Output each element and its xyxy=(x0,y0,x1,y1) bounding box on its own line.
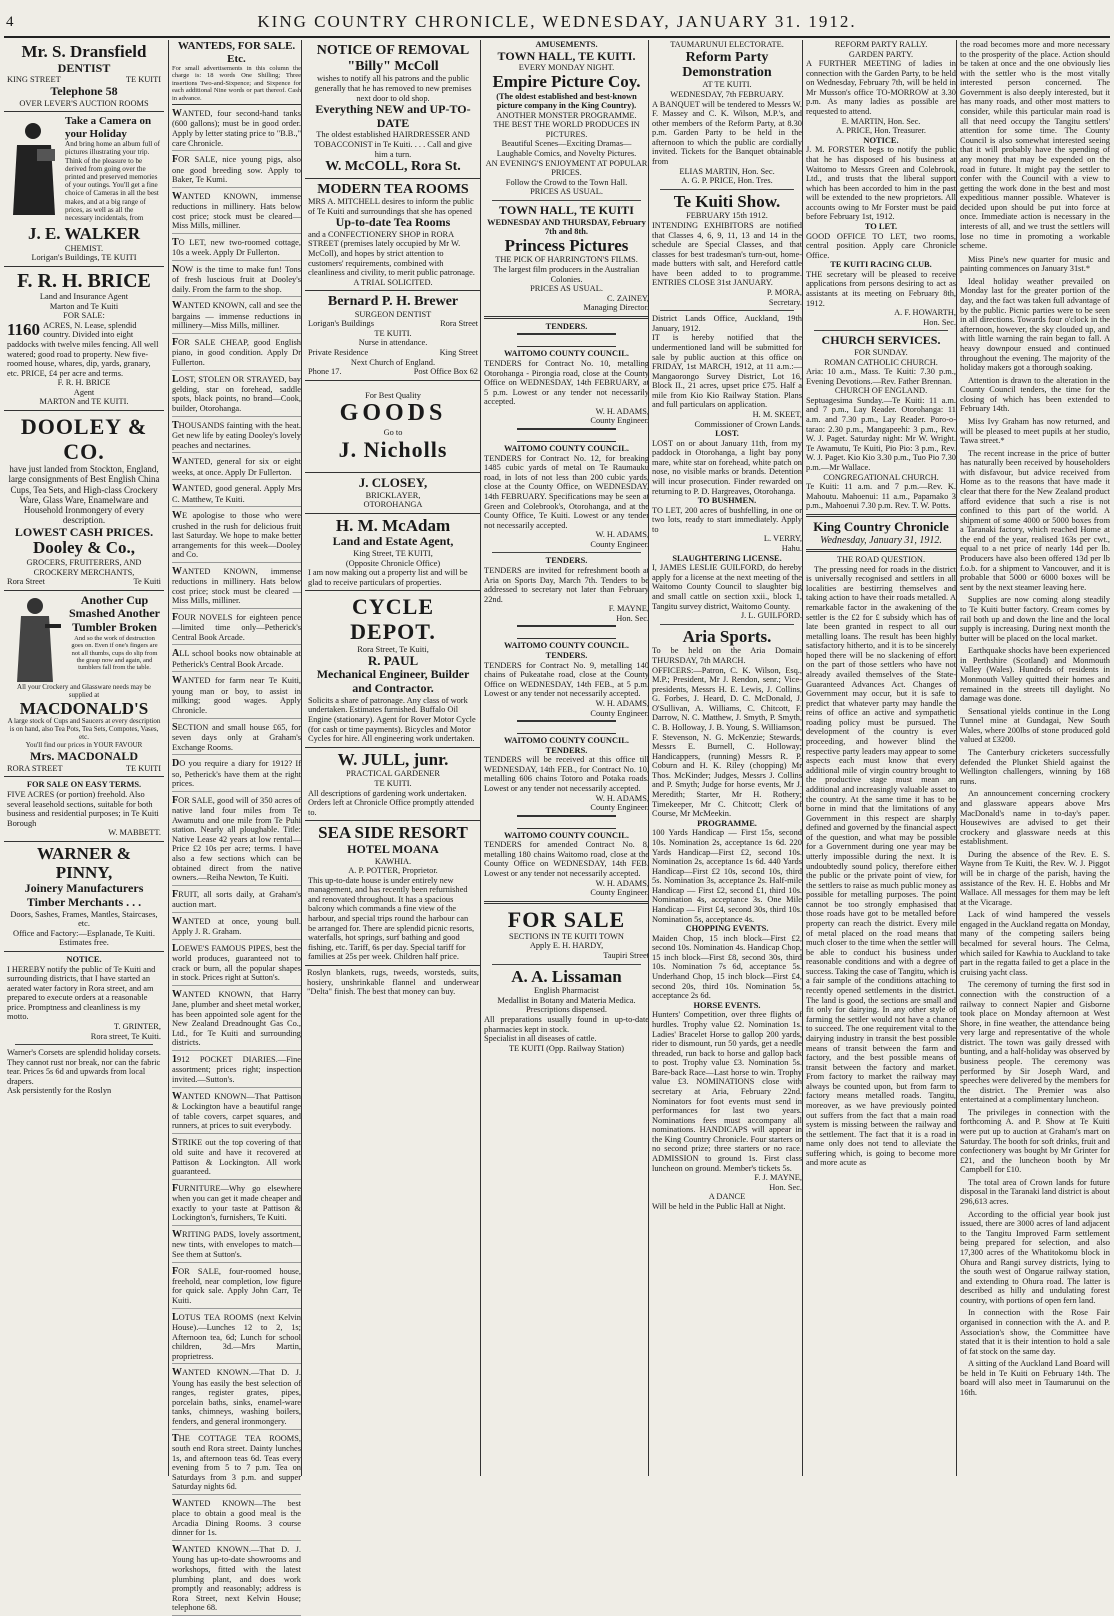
classified-item: FOR SALE, good will of 350 acres of native land four miles from Te Awamutu and one mile from Te Puhi station. Nearly all ploughable. Title: Native Lease 42 years at low rental—Price £2 10s per acre; terms. I have also a few sections which can be obtained direct from the native owners.—Reiha Newton, Te Kuiti. xyxy=(172,795,301,886)
news-paragraph: The Canterbury cricketers successfully defended the Plunket Shield against the Wellington challengers, winning by 168 runs. xyxy=(960,748,1110,786)
classified-item: WANTED for farm near Te Kuiti, young man or boy, to assist in milking; good wages. Apply Chronicle. xyxy=(172,675,301,718)
classified-item: WANTED, four second-hand tanks (600 gallons); must be in good order. Apply by letter stating price to "B.B.," care Chronicle. xyxy=(172,108,301,151)
classified-item: DO you require a diary for 1912? If so, Petherick's have them at the right prices. xyxy=(172,758,301,792)
news-paragraph: Ideal holiday weather prevailed on Monday last for the greater portion of the day, and the fact was taken full advantage of by the public. Picnic parties were to be seen in all directions. Towards four o'clock in the afternoon, however, the sky clouded up, and with little warning the rain began to fall. A heavy downpour ensued and continued throughout the evening. The majority of the holiday makers got a thorough soaking. xyxy=(960,276,1110,373)
ad-brewer: Bernard P. H. Brewer SURGEON DENTIST Lorigan's Buildings Rora Street TE KUITI. Nurse in attendance. Private Residence King Street Next Church of England. Phone 17. Post Office Box 62 xyxy=(305,291,481,380)
section-heading: AMUSEMENTS. xyxy=(535,40,598,49)
news-paragraph: The privileges in connection with the forthcoming A. and P. Show at Te Kuiti were put up to auction at Graham's mart on Saturday. The booth for soft drinks, fruit and confectionery was bought by Mr Grinter for £21, and the luncheon booth by Mr Campbell for £10. xyxy=(960,1107,1110,1175)
news-paragraph: According to the official year book just issued, there are 3000 acres of land adjacent to the Tangitu Improved Farm settlement being prepared for selection, and also 17,300 acres of the Whatitokomu block in Ohura and Rangi survey districts, lying to the south west of Ongarue railway station, and extending to Ohura road. The latter is described as hilly and undulating forest country, with portions of open fern land. xyxy=(960,1209,1110,1305)
ad-title: Aria Sports. xyxy=(682,626,772,646)
news-paragraphs xyxy=(960,255,1110,1398)
news-paragraph: The ceremony of turning the first sod in connection with the construction of a railway to connect Napier and Gisborne took place on Monday afternoon at West Shore, in fine weather, the attendance being very large and representative of the whole district. The town was gaily dressed with bunting, and a half-holiday was observed by business people. The ceremony was performed by Sir Joseph Ward, and speeches were delivered by the members for the district. The Premier was also entertained at a complimentary luncheon. xyxy=(960,980,1110,1105)
classified-item: WANTED KNOWN, immense reductions in millinery. Hats below cost price; stock must be cleared —Miss Mills, milliner. xyxy=(172,566,301,609)
ad-cycle-depot: CYCLE DEPOT. Rora Street, Te Kuiti, R. PAUL Mechanical Engineer, Builder and Contractor. Solicits a share of patronage. Any class of work undertaken. Estimates furnished. Buffalo Oil Engine (stationary). Agent for Rover Motor Cycle (for cash or time payments). Bicycles and Motor Cycles for hire. All engineering work undertaken. xyxy=(305,591,481,747)
man-with-camera-icon xyxy=(7,115,61,225)
ad-modern-tea-rooms: MODERN TEA ROOMS MRS A. MITCHELL desires to inform the public of Te Kuiti and surroundings that she has opened Up-to-date Tea Rooms and a CONFECTIONERY SHOP in RORA STREET (premises lately occupied by Mr W. McColl), and hopes by strict attention to customers' requirements, combined with cleanliness and civility, to merit public patronage. A TRIAL SOLICITED. xyxy=(305,179,481,292)
ad-title: Mr. S. Dransfield xyxy=(21,42,147,61)
news-paragraph: Miss Ivy Graham has now returned, and will be pleased to meet pupils at her studio, Tawa street.* xyxy=(960,416,1110,446)
classified-item: WANTED KNOWN, that Harry Jane, plumber and sheet metal worker, has been appointed sole agent for the New Zealand Dreadnought Gas Co., Ltd., for Te Kuiti and surrounding districts. xyxy=(172,989,301,1051)
rate-terms: For small advertisements in this column the charge is: 18 words One Shilling; Three insertions Two-and-Sixpence; and Sixpence for each additional Nine words or part thereof. Cash in advance. xyxy=(172,65,301,105)
masthead xyxy=(0,8,1114,34)
classified-item: WANTED at once, young bull. Apply J. R. Graham. xyxy=(172,916,301,940)
county-crest-icon xyxy=(517,428,616,442)
classified-item: FURNITURE—Why go elsewhere when you can get it made cheaper and exactly to your taste at Pattison & Lockington's, furnishers, Te Kuiti. xyxy=(172,1183,301,1226)
ad-removal: NOTICE OF REMOVAL "Billy" McColl wishes to notify all his patrons and the public generally that he has removed to new premises next door to old shop. Everything NEW and UP-TO-DATE The oldest established HAIRDRESSER AND TOBACCONIST in Te Kuiti. . . . Call and give him a turn. W. McCOLL, Rora St. xyxy=(305,40,481,179)
ad-title: FOR SALE xyxy=(507,906,626,932)
classified-item: NOW is the time to make fun! Tons of fresh luscious fruit at Dooley's daily. From the farm to the shop. xyxy=(172,264,301,298)
ad-nicholls: For Best Quality GOODS Go to J. Nicholls xyxy=(305,381,481,474)
classified-item: 1912 POCKET DIARIES.—Fine assortment; prices right; inspection invited.—Sutton's. xyxy=(172,1054,301,1088)
county-crest-icon xyxy=(517,720,616,734)
ad-title: J. CLOSEY, xyxy=(358,475,428,491)
ad-title: Te Kuiti Show. xyxy=(673,191,781,211)
ad-title: W. JULL, junr. xyxy=(337,749,449,769)
column-1-ads xyxy=(4,40,164,1476)
column-7-news xyxy=(956,40,1113,1476)
butler-figure-icon xyxy=(7,594,65,684)
classified-item: WANTED, general for six or eight weeks, at once. Apply Dr Fullerton. xyxy=(172,456,301,480)
column-3-ads xyxy=(301,40,484,1476)
ad-dransfield: Mr. S. Dransfield DENTIST KING STREET TE KUITI Telephone 58 OVER LEVER'S AUCTION ROOMS xyxy=(4,40,164,112)
county-crest-icon xyxy=(517,333,616,347)
classified-item: WANTED KNOWN, immense reductions in millinery. Hats below cost price; stock must be cleared—Miss Mills, milliner. xyxy=(172,191,301,234)
news-paragraph: In connection with the Rose Fair organised in connection with the A. and P. Association's show, the Committee have stated that it is their intention to hold a sale of fat stock on the same day. xyxy=(960,1308,1110,1356)
section-heading: CHURCH SERVICES. xyxy=(821,333,941,348)
roslyn-notice: Roslyn blankets, rugs, tweeds, worsteds, suits, hosiery, unshrinkable flannel and underwear "Delta" finish. The best that money can buy. xyxy=(307,967,479,997)
column-5-notices: TAUMARUNUI ELECTORATE. Reform Party Demonstration AT TE KUITI. WEDNESDAY, 7th FEBRUARY. A BANQUET will be tendered to Messrs W. F. Massey and C. K. Wilson, M.P.'s, and other members of the Reform Party, at 8.30 p.m. Garden Party to be held in the afternoon to which the public are cordially invited. Tickets for the Banquet obtainable from ELIAS MARTIN, Hon. Sec. A. G. P. PRICE, Hon. Tres. Te Kuiti Show. FEBRUARY 15th 1912. INTENDING EXHIBITORS are notified that Classes 4, 6, 9, 11, 13 and 14 in the schedule are Special Classes, and that classes for best tradesman's turn-out, home-made butters with salt, and Hereford cattle have been added to to programme. ENTRIES CLOSE 31st JANUARY. P. MORA, Secretary. District Lands Office, Auckland, 19th January, 1912. IT is hereby notified that the undermentioned land will be submitted for sale by public auction at this office on FRIDAY, 1st MARCH, 1912, at 11 a.m.:— Mangaorongo Survey District, Lot 16, Block II., 21 acres, upset price £75. Half a mile from Kio Kio Railway Station. Plans and full particulars on application. H. M. SKEET, Commissioner of Crown Lands. LOST. LOST on or about January 11th, from my paddock in Otorohanga, a light bay pony mare, white star on forehead, white patch on nose, no visible marks or brands. Detention will incur prosecution. Finder rewarded on returning to P. D. Hargreaves, Otorohanga. TO BUSHMEN. TO LET, 200 acres of bushfelling, in one or two lots, ready to start immediately. Apply to L. VERRY, Hahu. SLAUGHTERING LICENSE. I, JAMES LESLIE GUILFORD, do hereby apply for a license at the next meeting of the Waitomo County Council to slaughter big and small cattle on section xxii., block 1, Tangitu survey district, Waitomo County. J. L. GUILFORD. Aria Sports. To be held on the Aria Domain THURSDAY, 7th MARCH. OFFICERS:—Patron, C. K. Wilson, Esq., M.P.; President, Mr J. Rendon, senr.; Vice-presidents, Messrs H. E. Lewis, J. Collins, G. Forbes, J. Heard, D. C. McDonald, J. O'Sullivan, A. Williams, C. Chitcott, F. Darrow, N. C. Matthew, J. Smyth, P. Smyth, C. B. Holloway, J. B. Young, S. Williamson, F. Stevenson, N. G. McKenzie; Stewards, Messrs E. Burnell, C. Holloway; Handicappers, (running) Messrs R. P. Coburn and H. K. Riley (chopping) Mr Thos. McKinder; Judges, Messrs J. Collins and P. Smyth; Judge for horse events, Mr J. Meredith; Starter, Mr H. Rothery; Timekeeper, Mr C. Chitcott; Clerk of Course, Mr McMeekin. PROGRAMME. 100 Yards Handicap — First 15s, second 10s. Nomination 2s, acceptance 1s 6d. 220 Yards Handicap—First £2, second 10s. Nomination 2s, acceptance 1s 6d. 440 Yards Handicap—First £2 10s, second 10s, third 5s. Nomination 3s, acceptance 2s. Half-mile Handicap — First £2, second £1, third 10s. Nomination 4s, acceptance 3s. One Mile Handicap — First £4, second 30s, third 10s. Nomination 5s, acceptance 4s. CHOPPING EVENTS. Maiden Chop, 15 inch block—First £2, second 10s. Nomination 4s. Handicap Chop, 15 inch block—First £8, second 30s, third 10s. Nomination 7s 6d, acceptance 5s. Underhand Chop, 15 inch block—First £4, second 20s, third 10s. Nomination 5s, acceptance 2s 6d. HORSE EVENTS. Hunters' Competition, over three flights of hurdles. Trophy value £2. Nomination 1s. Ladies' Bracelet Horse to gallop 200 yards, rider to dismount, run 50 yards, get a needle threaded, run back to horse and gallop back to post. Trophy value £3. Nomination 5s. Bare-back Race—Last horse to win. Trophy value £3. NOMINATIONS close with secretary at Aria, February 22nd. Nominators for foot events must send in performances for last two years. Nominations fees must accompany all nominations. HANDICAPS will appear in the King Country Chronicle. Four starters or no second prize; three starters or no race. ADMISSION to ground 1s. First class luncheon on ground. Member's tickets 5s. F. J. MAYNE, Hon. Sec. A DANCE Will be held in the Public Hall at Night. xyxy=(648,40,805,1476)
column-4-amusements-tenders: AMUSEMENTS. TOWN HALL, TE KUITI. EVERY MONDAY NIGHT. Empire Picture Coy. (The oldest established and best-known picture company in the King Country). ANOTHER MONSTER PROGRAMME. THE BEST THE WORLD PRODUCES IN PICTURES. Beautiful Scenes—Exciting Dramas—Laughable Comics, and Novelty Pictures. AN EVENING'S ENJOYMENT AT POPULAR PRICES. Follow the Crowd to the Town Hall. PRICES AS USUAL. TOWN HALL, TE KUITI WEDNESDAY AND THURSDAY, February 7th and 8th. Princess Pictures THE PICK OF HARRINGTON'S FILMS. The largest film producers in the Australian Colonies. PRICES AS USUAL. C. ZAINEY, Managing Director. TENDERS. WAITOMO COUNTY COUNCIL. TENDERS for Contract No. 10, metalling Otorohanga - Pirongia road, close at the County Office on WEDNESDAY, 14th FEBRUARY, at 5 p.m. Lowest or any tender not necessarily accepted. W. H. ADAMS, County Engineer. WAITOMO COUNTY COUNCIL. TENDERS for Contract No. 12, for breaking 1485 cubic yards of metal on Te Raumauku road, in lots of not less than 200 cubic yards, close at the County Office, on WEDNESDAY, 14th FEBRUARY. Specifications may be seen at Green and Colebrook's, Otorohanga, and at the County Office, Te Kuiti. Lowest or any tender not necessarily accepted. W. H. ADAMS, County Engineer. TENDERS. TENDERS are invited for refreshment booth at Aria on Sports Day, March 7th. Tenders to be addressed to secretary not later than February 22nd. F. MAYNE, Hon. Sec. WAITOMO COUNTY COUNCIL. TENDERS. TENDERS for Contract No. 9, metalling 140 chains of Pukeatahe road, close at the County Office on WEDNESDAY, 14th FEB., at 5 p.m. Lowest or any tender not necessarily accepted. W. H. ADAMS, County Engineer. WAITOMO COUNTY COUNCIL. TENDERS. TENDERS will be received at this office till WEDNESDAY, 14th FEB., for Contract No. 10, metalling 606 chains Totoro and Potaka roads. Lowest or any tender not necessarily accepted. W. H. ADAMS, County Engineer. WAITOMO COUNTY COUNCIL. TENDERS for amended Contract No. 8, metalling 180 chains Waitomo road, close at the County Office on WEDNESDAY, 14th FEB. Lowest or any tender not necessarily accepted. W. H. ADAMS, County Engineer. FOR SALE SECTIONS IN TE KUITI TOWN Apply E. H. HARDY, Taupiri Street A. A. Lissaman English Pharmacist Medallist in Botany and Materia Medica. Prescriptions dispensed. All preparations usually found in up-to-date pharmacies kept in stock. Specialist in all diseases of cattle. TE KUITI (Opp. Railway Station) xyxy=(480,40,652,1476)
ad-brice: F. R. H. BRICE Land and Insurance Agent Marton and Te Kuiti FOR SALE: 1160 ACRES, N. Lease, splendid country. Divided into eight paddocks with twelve miles fencing. All well watered; good road to property. New five-roomed house, whares, dip, yards, granary, etc. PRICE, £4 per acre and terms. F. R. H. BRICE Agent MARTON and TE KUITI. xyxy=(4,267,164,411)
news-paragraph: Earthquake shocks have been experienced in Perthshire (Scotland) and Monmouth Valley (Wales). Hundreds of residents in Monmouth Valley quitted their homes and remained in the streets till daylight. No damage was done. xyxy=(960,646,1110,704)
classified-item: WANTED KNOWN, call and see the bargains — immense reductions in millinery—Miss Mills, milliner. xyxy=(172,300,301,334)
ad-hotel-moana: SEA SIDE RESORT HOTEL MOANA KAWHIA. A. P. POTTER, Proprietor. This up-to-date house is under entirely new management, and has recently been refurnished and renovated throughout. It has a spacious balcony which commands a fine view of the harbour, and special trips round the harbour can be arranged for. There are splendid picnic resorts, waterfalls, hot springs, surf bathing and good fishing, etc. Tariff, 6s per day. Special tariff for families at 25s per week. Children half price. xyxy=(305,821,481,966)
classified-item: WANTED KNOWN—The best place to obtain a good meal is the Arcadia Dining Rooms. 3 course dinner for 1s. xyxy=(172,1498,301,1541)
ad-title: NOTICE. xyxy=(66,954,102,964)
ad-title: Princess Pictures xyxy=(504,235,629,255)
classified-item: STRIKE out the top covering of that old suite and have it recovered at Pattison & Lockington. All work guaranteed. xyxy=(172,1137,301,1180)
section-heading: WANTEDS, FOR SALE. Etc. xyxy=(177,40,296,65)
ad-title: GOODS xyxy=(339,400,447,427)
news-paragraph: Sensational yields continue in the Long Tunnel mine at Gundagai, New South Wales, where 200lbs of stone produced gold valued at £3200. xyxy=(960,706,1110,745)
classified-item: WRITING PADS, lovely assortment, new tints, with envelopes to match—See them at Sutton's. xyxy=(172,1229,301,1263)
editorial-body: The pressing need for roads in the district is universally recognised and settlers in all localities are bestirring themselves and taking action to have their roads metalled. A remarkable factor in the awakening of the settler is the £2 for £ subsidy which has of late been granted in respect to all our metalling loans. The result has been highly satisfactory hitherto, and it is to be sincerely hoped there will be no slackening of effort on the part of those settlers who have not already availed themselves of the State-Guaranteed Advances Act. Changes of Government may occur, but it is safe to predict that whatever party may handle the reins of office an active and sympathetic roading policy must be pursued. The development of the country is ever proceeding, and however blind the respective party leaders may appear to some aspects each must know that every additional mile of virgin country brought to the productive stage must mean an additional and increasingly valuable asset to the country. At the same time it has to be borne in mind that the limitations of any Government in this respect are sharply defined and governed by the financial aspect of the question, and what may be possible for a Government during one year may be utterly impossible during the next. It is undoubtedly sound policy, therefore either the public or the private point of view, for the settlers to raise as much public money as possible for metalling purposes. The point cannot be too strongly emphasised that those roads have got to be metalled before property can reach the district. Every mile of metal placed on the road means that much closer to the time when the settler will be able to conduct his business under reasonable conditions and with a degree of success. Taking the case of Tangitu, which is a fair sample of the conditions attaching to recently opened settlements in the district. The land is good, the sections are small and fit only for dairying. In any other style of farming the settler would not have a chance to succeed. The one requirement vital to the dairying industry in transit the best possible means of transit between the farm and factory, and the best possible means of transit between the factory and market. From factory to market the railway may always be counted upon, but from farm to factory means metalled roads. Tangitu, moreover, as we have previously pointed out suffers from the fact that a main road system is missing between the railway and the settlement. The fact that it is a road in name only does not tend to alleviate the suffering which, is going to become more and more acute as xyxy=(806,564,956,1168)
classified-item: WE apologise to those who were crushed in the rush for delicious fruit last Saturday. We hope to make better arrangements for this week—Dooley and Co. xyxy=(172,510,301,563)
news-paragraph: A sitting of the Auckland Land Board will be held in Te Kuiti on February 14th. The board will also meet in Taumarunui on the 16th. xyxy=(960,1359,1110,1398)
classified-item: FOR SALE, four-roomed house, freehold, near completion, low figure for quick sale. Apply John Carr, Te Kuiti. xyxy=(172,1266,301,1309)
classified-list xyxy=(172,108,301,1616)
ad-title: NOTICE OF REMOVAL xyxy=(316,43,470,58)
news-paragraph: Attention is drawn to the alteration in the County Council tenders, the time for the closing of which has been extended to February 14th. xyxy=(960,375,1110,414)
classified-item: FOUR NOVELS for eighteen pence —limited time only—Petherick's Central Book Arcade. xyxy=(172,612,301,646)
classified-item: LOST, STOLEN OR STRAYED, bay gelding, star on forehead, saddle spots, black points, no brand—Cook, builder, Otorohanga. xyxy=(172,374,301,417)
county-crest-icon xyxy=(517,625,616,639)
ad-macdonald: Another Cup Smashed Another Tumbler Broken And so the work of destruction goes on. Even if one's fingers are not all thumbs, cups do slip from the grasp now and again, and tumblers fall from the table. All your Crockery and Glassware needs may be supplied at MACDONALD'S A large stock of Cups and Saucers at every description is on hand, also Tea Pots, Tea Sets, Compotes, Vases, etc. You'll find our prices in YOUR FAVOUR Mrs. MACDONALD RORA STREET TE KUITI xyxy=(4,591,164,778)
ad-title: H. M. McAdam xyxy=(335,515,451,535)
news-paragraph: An announcement concerning crockery and glassware appears above Mrs MacDonald's name in to-day's paper. Housewives are advised to get their crockery and glassware needs at this establishment. xyxy=(960,789,1110,847)
ad-title: Another Cup Smashed Another Tumbler Broken xyxy=(68,592,160,635)
news-paragraph: Lack of wind hampered the vessels engaged in the Auckland regatta on Monday, many of the competing sailers being becalmed for several hours. The Celma, which sailed for Kawhia to Auckland to take part in the regatta failed to get a place in the cruising yacht class. xyxy=(960,910,1110,977)
ad-mcadam: H. M. McAdam Land and Estate Agent, King Street, TE KUITI, (Opposite Chronicle Office) I am now making out a property list and will be glad to receive particulars of properties. xyxy=(305,514,481,592)
ad-title: Empire Picture Coy. xyxy=(492,71,641,91)
ad-title: A. A. Lissaman xyxy=(511,966,622,986)
ad-warner-pinny: WARNER & PINNY, Joinery Manufacturers Timber Merchants . . . Doors, Sashes, Frames, Mantles, Staircases, etc. Office and Factory:—Esplanade, Te Kuiti. Estimates free. xyxy=(4,842,164,952)
county-crest-icon xyxy=(517,815,616,829)
ad-notice-grinter: NOTICE. I HEREBY notify the public of Te Kuiti and surrounding districts, that I have started an aerated water factory in Rora street, and am prepared to execute orders at a reasonable price. Promptness and cleanliness is my motto. T. GRINTER, Rora street, Te Kuiti. Warner's Corsets are splendid holiday corsets. They cannot rust nor break, nor can the fabric tear. Prices 5s 6d and upwards from local drapers. Ask persistently for the Roslyn xyxy=(7,954,161,1096)
classified-item: WANTED KNOWN—That Pattison & Lockington have a beautiful range of table covers, carpet squares, and runners, at prices to suit everybody. xyxy=(172,1091,301,1134)
ad-title: WARNER & PINNY, xyxy=(37,843,131,882)
ad-title: MODERN TEA ROOMS xyxy=(317,181,469,197)
classified-item: THE COTTAGE TEA ROOMS, south end Rora street. Dainty lunches 1s, and afternoon teas 6d. Teas every evening from 5 to 7 p.m. Tea on Saturdays from 3 p.m. and supper Saturday nights 6d. xyxy=(172,1433,301,1495)
classified-item: TO LET, new two-roomed cottage, 10s a week. Apply Dr Fullerton. xyxy=(172,237,301,261)
ad-title: F. R. H. BRICE xyxy=(17,270,151,293)
ad-walker: Take a Camera on your Holiday And bring home an album full of pictures illustrating your trip. Think of the pleasure to be derived from going over the printed and preserved memories of your outings. You'll get a fine choice of Cameras in all the best makes, and at a big range of prices, as well as all the necessary incidentals, from J. E. WALKER CHEMIST. Lorigan's Buildings, TE KUITI xyxy=(4,112,164,267)
ad-title: CYCLE DEPOT. xyxy=(350,594,436,645)
page-number: 4 xyxy=(6,14,14,30)
classified-item: FOR SALE CHEAP, good English piano, in good condition. Apply Dr Fullerton. xyxy=(172,337,301,371)
classified-item: FRUIT, all sorts daily, at Graham's auction mart. xyxy=(172,889,301,913)
editorial-nameplate: King Country Chronicle xyxy=(813,518,949,534)
news-paragraph: The total area of Crown lands for future disposal in the Taranaki land district is about 296,613 acres. xyxy=(960,1177,1110,1207)
news-paragraph: The recent increase in the price of butter has naturally been received by householders with disfavour, but advice received from Home as to the reasons that have made it clear that there for the New Zealand product afford evidence that such a rise is not confined to this part of the world. A shipment of some 4000 or 5000 boxes from a Taranaki factory, which reached Home at the end of the year, realised 163s per cwt., equal to a net price of nearly 14d per lb. Producers have also been offered 13d per lb f.o.b. for a shipment to Vancouver, and it is probable that 5000 or 6000 boxes will be sent by the next steamer leaving here. xyxy=(960,448,1110,592)
section-heading: TENDERS. xyxy=(545,321,588,331)
classified-item: LOTUS TEA ROOMS (next Kelvin House).—Lunches 12 to 2, 1s; Afternoon tea, 6d; Lunch for school children, 3d.—Mrs Martin, proprietress. xyxy=(172,1312,301,1365)
classified-item: THOUSANDS fainting with the heat. Get new life by eating Dooley's lovely peaches and nectarines. xyxy=(172,420,301,454)
ad-closey: J. CLOSEY, BRICKLAYER, OTOROHANGA xyxy=(305,473,481,513)
ad-title: DOOLEY & CO. xyxy=(20,413,148,465)
column-2-wanteds xyxy=(168,40,304,1613)
ad-title: Take a Camera on your Holiday xyxy=(65,115,152,140)
column-6-editorial: REFORM PARTY RALLY. GARDEN PARTY. A FURTHER MEETING of ladies in connection with the Garden Party, to be held on Wednesday, February 7th, will be held in Mr Musson's office TO-MORROW at 3.30 p.m. As many ladies as possible are requested to attend. E. MARTIN, Hon. Sec. A. PRICE, Hon. Treasurer. NOTICE. J. M. FORSTER begs to notify the public that he has disposed of his business at Waitomo to Messrs Green and Colebrook, Ltd., and trusts that the liberal support which has been accorded to him in the past will be extended to the new proprietors. All accounts owing to Mr Forster must be paid before February 1st, 1912. TO LET. GOOD OFFICE TO LET, two rooms, central position. Apply care Chronicle Office. TE KUITI RACING CLUB. THE secretary will be pleased to receive applications from persons desiring to act as assistants at its meeting on February 8th, 1912. A. F. HOWARTH, Hon. Sec. CHURCH SERVICES. FOR SUNDAY. ROMAN CATHOLIC CHURCH. Aria: 10 a.m., Mass. Te Kuiti: 7.30 p.m., Evening Devotions.—Rev. Father Brennan. CHURCH OF ENGLAND. Septuagesima Sunday.—Te Kuiti: 11 a.m. and 7 p.m., Lay Reader. Otorohanga: 11 a.m. and 7.30 p.m., Lay Reader. Poro-o-tarao: 2.30 p.m., Mangapeehi: 3 p.m., Rev. W. J. Paget. Saturday night: Mr W. Wright. Te Awamutu, Te Kuiti, Pio Pio: 3 p.m., Rev. W. J. Paget. Kio Kio 3.30 p.m., Tuo Pio 7.30 p.m.—Mr Wallace. CONGREGATIONAL CHURCH. Te Kuiti: 11 a.m. and 7 p.m.—Rev. K. Mahoutu. Mahoenui: 11 a.m., Papamako 3 p.m., Mahoenui 7.30 p.m. Rev. T. W. Potts. King Country Chronicle Wednesday, January 31, 1912. THE ROAD QUESTION. The pressing need for roads in the district is universally recognised and settlers in all localities are bestirring themselves and taking action to have their roads metalled. A remarkable factor in the awakening of the settler is the £2 for £ subsidy which has of late been granted in respect to all our metalling loans. The result has been highly satisfactory hitherto, and it is to be sincerely hoped there will be no slackening of effort on the part of those settlers who have not already availed themselves of the State-Guaranteed Advances Act. Changes of Government may occur, but it is safe to predict that whatever party may handle the reins of office an active and sympathetic roading policy must be pursued. The development of the country is ever proceeding, and however blind the respective party leaders may appear to some aspects each must know that every additional mile of virgin country brought to the productive stage must mean an additional and increasingly valuable asset to the country. At the same time it has to be borne in mind that the limitations of any Government in this respect are sharply defined and governed by the financial aspect of the question, and what may be possible for a Government during one year may be utterly impossible during the next. It is undoubtedly sound policy, therefore either the public or the private point of view, for the settlers to raise as much public money as possible for metalling purposes. The point cannot be too strongly emphasised that those roads have got to be metalled before property can reach the district. Every mile of metal placed on the road means that much closer to the time when the settler will be able to conduct his business under reasonable conditions and with a degree of success. Taking the case of Tangitu, which is a fair sample of the conditions attaching to recently opened settlements in the district. The land is good, the sections are small and fit only for dairying. In any other style of farming the settler would not have a chance to succeed. The one requirement vital to the dairying industry in transit the best possible means of transit between the farm and factory, and the best possible means of transit between the factory and market. From factory to market the railway may always be counted upon, but from farm to factory means metalled roads. Tangitu, moreover, as we have previously pointed out suffers from the fact that a main road system is missing between the railway and the settlement. The fact that it is a road in name only does not tend to alleviate the suffering which, is going to become more and more acute as xyxy=(802,40,959,1476)
classified-item: WANTED KNOWN.—That D. J. Young has easily the best selection of ranges, register grates, pipes, porcelain baths, sinks, enamel-ware tanks, chimneys, washing boilers, fenders, and general ironmongery. xyxy=(172,1367,301,1429)
news-paragraph: Miss Pine's new quarter for music and painting commences on January 31st.* xyxy=(960,254,1110,274)
news-paragraph: Supplies are now coming along steadily to Te Kuiti butter factory. Cream comes by rail both up and down the line and the local supply is increasing. During next month the butter will be placed on the local market. xyxy=(960,595,1110,643)
news-paragraph: During the absence of the Rev. E. S. Wayne from Te Kuiti, the Rev. W. J. Piggot will be in charge of the parish, having the assistance of the Rev. H. E. Hobbs and Mr Wallace. All messages for them may be left at the Vicarage. xyxy=(960,849,1110,907)
ad-title: Reform Party Demonstration xyxy=(682,49,772,80)
classified-item: SECTION and small house £65, for seven days only at Graham's Exchange Rooms. xyxy=(172,722,301,756)
masthead-rule xyxy=(4,36,1110,38)
ad-title: FOR SALE ON EASY TERMS. xyxy=(26,780,142,790)
ad-title: Bernard P. H. Brewer xyxy=(327,294,459,310)
classified-item: WANTED, good general. Apply Mrs C. Matthew, Te Kuiti. xyxy=(172,483,301,507)
ad-jull: W. JULL, junr. PRACTICAL GARDENER TE KUITI. All descriptions of gardening work undertaken. Orders left at Chronicle Office promptly attended to. xyxy=(305,748,481,822)
ad-easy-terms: FOR SALE ON EASY TERMS. FIVE ACRES (or portion) freehold. Also several leasehold sections, suitable for both business and residential purposes; in Te Kuiti Borough W. MABBETT. xyxy=(4,777,164,841)
editorial-continued: the road becomes more and more necessary to the prosperity of the place. Action should be taken at once and the one obviously lies with the settler who is the most vitally interested person concerned. The Government is also deeply interested, but it has many roads, and other most matters to consider, while this particular main road is all that need occupy the Tangitu settlers' attention for some time. The County Council is also somewhat interested seeing that it will probably have the spending of any money that may be expended on the road in future. It might pay the settler to confer with the Council with a view to getting the work done in the best and most expeditious manner possible. Whatever is decided upon should be put into force at once. Immediate action is necessary in the interests of all, and we trust the settlers will lose no time in promoting a workable scheme. xyxy=(960,40,1110,251)
ad-title: SEA SIDE RESORT xyxy=(318,823,468,843)
classified-item: WANTED KNOWN.—That D. J. Young has up-to-date showrooms and workshops, fitted with the latest plumbing plant, and does work promptly and reasonably; address is Rora Street, next Kelvin House; telephone 68. xyxy=(172,1544,301,1616)
ad-dooley: DOOLEY & CO. have just landed from Stockton, England, large consignments of Best English China Cups, Tea Sets, and High-class Crockery Ware, Glass Ware, Enamelware and Household Ironmongery of every description. LOWEST CASH PRICES. Dooley & Co., GROCERS, FRUITERERS, AND CROCKERY MERCHANTS, Rora Street Te Kuiti xyxy=(4,411,164,591)
classified-item: FOR SALE, nice young pigs, also one good breeding sow. Apply to Baker, Te Kumi. xyxy=(172,154,301,188)
classified-item: LOEWE'S FAMOUS PIPES, best the world produces, guaranteed not to crack or burn, all the popular shapes in stock. Prices right at Sutton's. xyxy=(172,943,301,986)
masthead-title: KING COUNTRY CHRONICLE, WEDNESDAY, JANUARY 31. 1912. xyxy=(257,12,857,31)
classified-item: ALL school books now obtainable at Petherick's Central Book Arcade. xyxy=(172,648,301,672)
